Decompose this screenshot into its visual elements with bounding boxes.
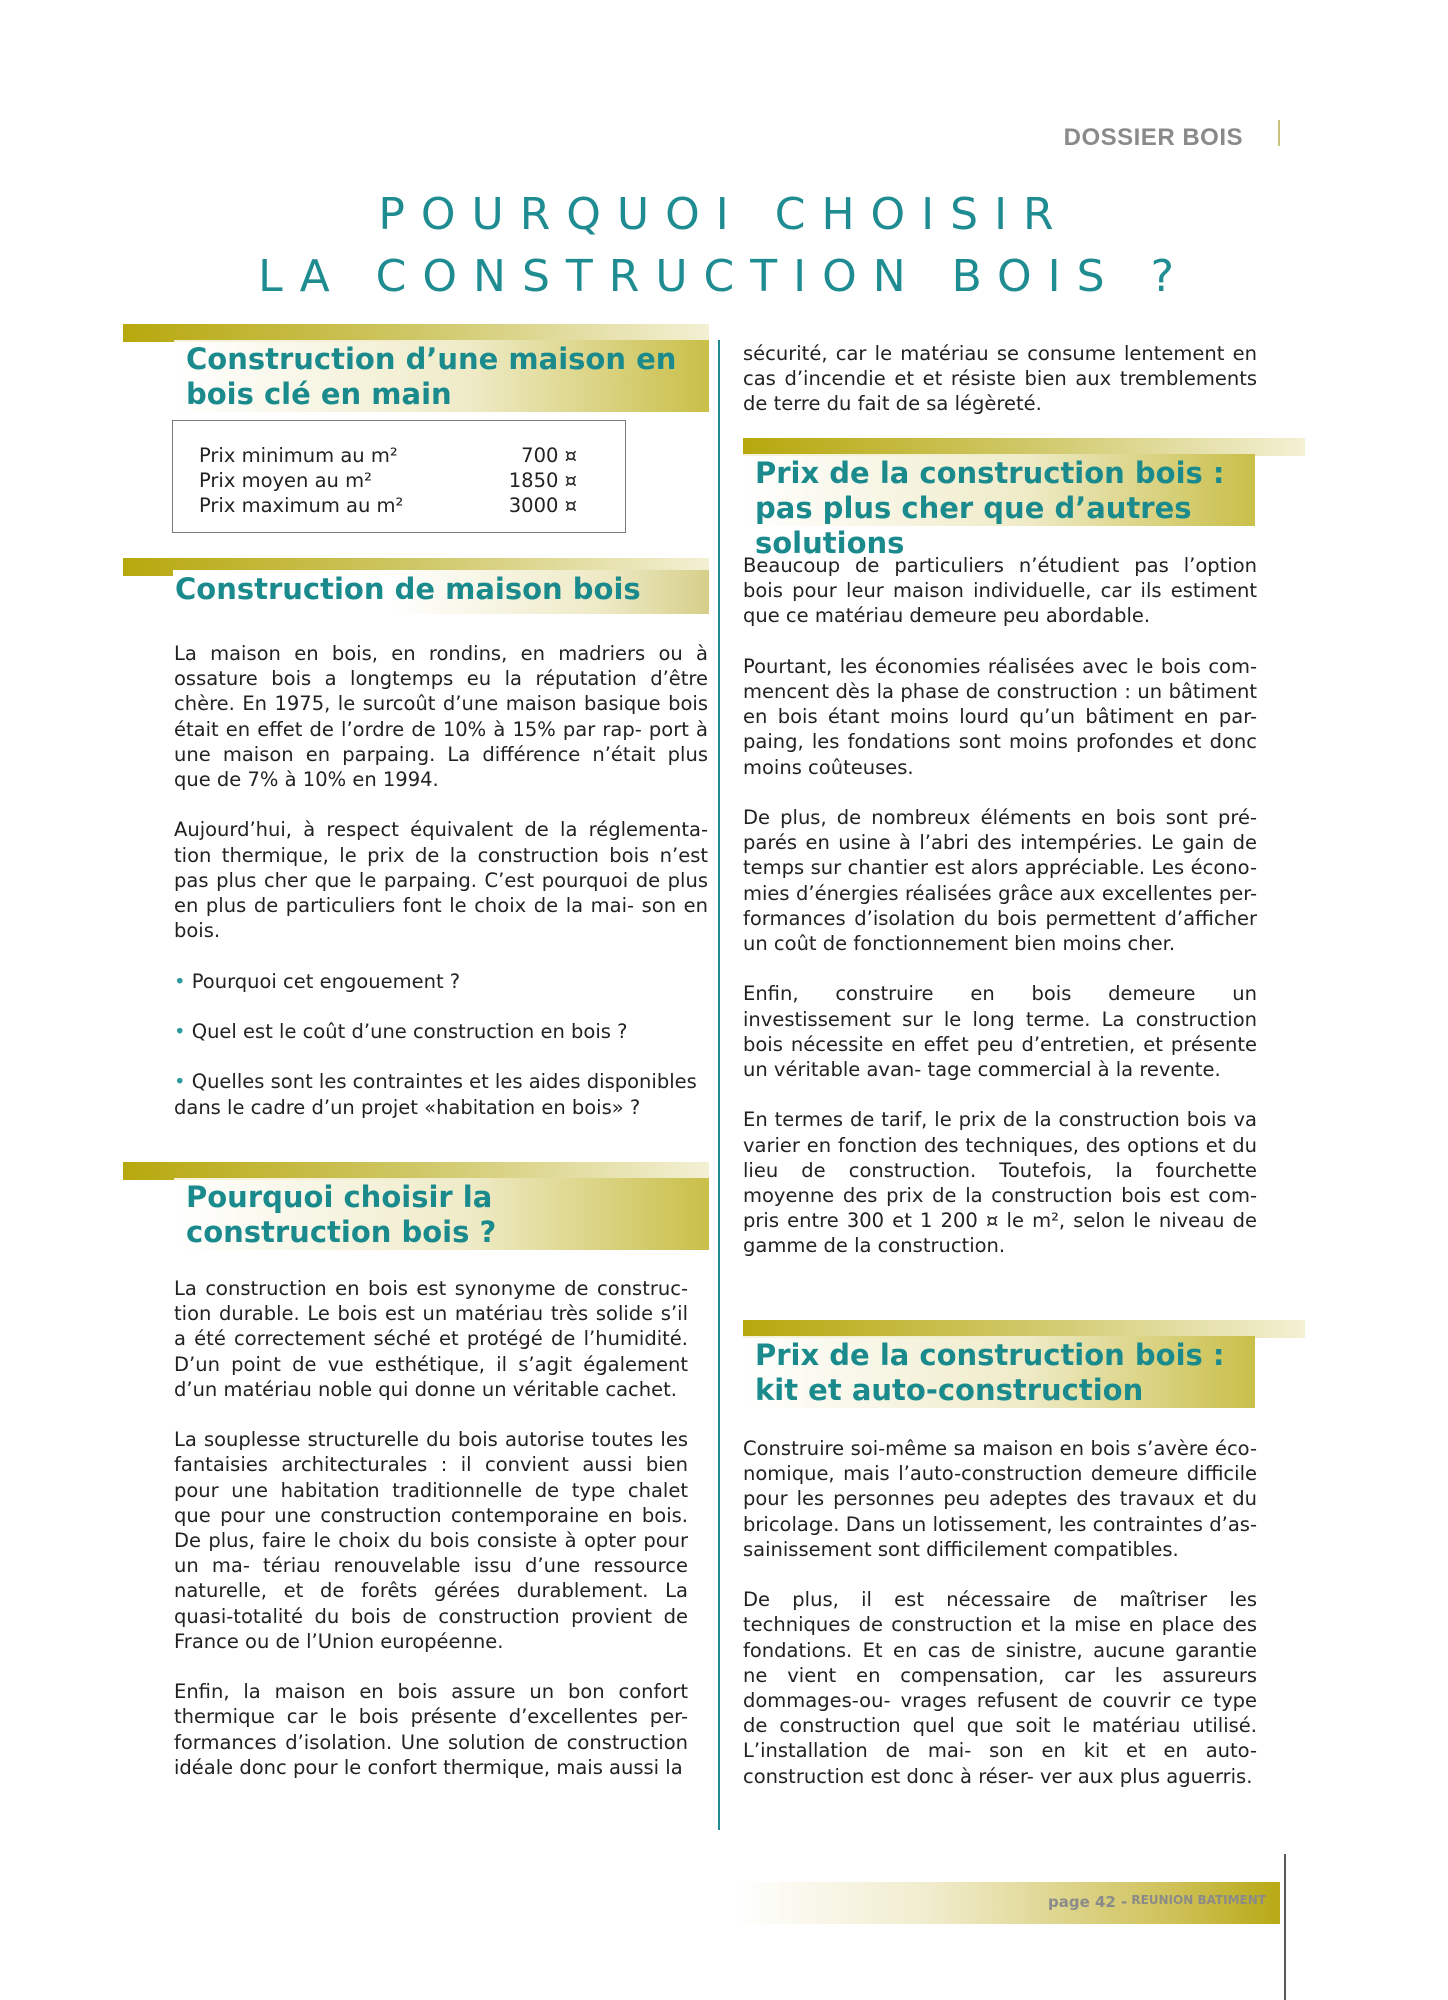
section-pourquoi-text bbox=[174, 1276, 688, 1780]
page-title-line-1: POURQUOI CHOISIR bbox=[378, 189, 1070, 240]
price-value: 3000 ¤ bbox=[508, 494, 577, 517]
heading-cle-en-main: Construction d’une maison en bois clé en main bbox=[174, 340, 709, 412]
price-value: 700 ¤ bbox=[521, 444, 577, 467]
paragraph: Enfin, construire en bois demeure un investissement sur le long terme. La construction bois nécessite en effet peu d’entretien, et présente un véritable avan- tage commercial à la revente. bbox=[743, 982, 1257, 1082]
price-label: Prix minimum au m² bbox=[199, 444, 398, 467]
price-label: Prix moyen au m² bbox=[199, 469, 372, 492]
paragraph: En termes de tarif, le prix de la construction bois va varier en fonction des techniques, des options et du lieu de construction. Toutefois, la fourchette moyenne des prix de la construction bois est com- pris entre 300 et 1 200 ¤ le m², selon le niveau de gamme de la construction. bbox=[743, 1108, 1257, 1258]
paragraph: Pourtant, les économies réalisées avec le bois com- mencent dès la phase de construction : un bâtiment en bois étant moins lourd qu’un bâtiment en par- paing, les fondations sont moins profondes et donc moins coûteuses. bbox=[743, 654, 1257, 779]
section-maison-bois-text bbox=[174, 641, 708, 1120]
price-row-minimum bbox=[199, 443, 625, 468]
paragraph: De plus, il est nécessaire de maîtriser les techniques de construction et la mise en place des fondations. Et en cas de sinistre, aucune garantie ne vient en compensation, car les assureurs dommages-ou- vrages refusent de couvrir ce type de construction quel que soit le matériau utilisé. L’installation de mai- son en kit et en auto-construction est donc à réser- ver aux plus aguerris. bbox=[743, 1588, 1257, 1788]
price-table bbox=[172, 420, 626, 533]
bullet-item bbox=[174, 1019, 708, 1044]
bullet-item bbox=[174, 969, 708, 994]
price-label: Prix maximum au m² bbox=[199, 494, 404, 517]
heading-pourquoi-choisir: Pourquoi choisir la construction bois ? bbox=[174, 1178, 709, 1250]
section-label: DOSSIER BOIS bbox=[1063, 124, 1243, 151]
price-value: 1850 ¤ bbox=[508, 469, 577, 492]
heading-maison-bois: Construction de maison bois bbox=[173, 570, 709, 614]
bullet-icon: • bbox=[174, 1020, 186, 1043]
page-number: page 42 - bbox=[1048, 1893, 1128, 1911]
paragraph: La souplesse structurelle du bois autorise toutes les fantaisies architecturales : il convient aussi bien pour une habitation traditionnelle de type chalet que pour une construction contemporaine en bois. De plus, faire le choix du bois consiste à opter pour un ma- tériau renouvelable issu d’une ressource naturelle, et de forêts gérées durablement. La quasi-totalité du bois de construction provient de France ou de l’Union européenne. bbox=[174, 1428, 688, 1653]
price-row-moyen bbox=[199, 468, 625, 493]
paragraph: De plus, de nombreux éléments en bois sont pré- parés en usine à l’abri des intempéries. Le gain de temps sur chantier est alors appréciable. Les écono- mies d’énergies réalisées grâce aux excellentes per- formances d’isolation du bois permettent d’afficher un coût de fonctionnement bien moins cher. bbox=[743, 806, 1257, 956]
paragraph: La maison en bois, en rondins, en madriers ou à ossature bois a longtemps eu la réputation d’être chère. En 1975, le surcoût d’une maison basique bois était en effet de l’ordre de 10% à 15% par rap- port à une maison en parpaing. La différence n’était plus que de 7% à 10% en 1994. bbox=[174, 642, 708, 792]
page-title-line-2: LA CONSTRUCTION BOIS ? bbox=[258, 251, 1190, 302]
section-prix-text bbox=[743, 553, 1257, 1259]
paragraph: Beaucoup de particuliers n’étudient pas l’option bois pour leur maison individuelle, car ils estiment que ce matériau demeure peu abordable. bbox=[743, 554, 1257, 628]
price-row-maximum bbox=[199, 493, 625, 518]
heading-kit-auto-construction: Prix de la construction bois : kit et auto-construction bbox=[743, 1336, 1255, 1408]
section-kit-text bbox=[743, 1436, 1257, 1789]
footer-divider bbox=[1284, 1854, 1286, 2000]
publication-name: REUNION BATIMENT bbox=[1131, 1893, 1266, 1907]
paragraph: Construire soi-même sa maison en bois s’avère éco- nomique, mais l’auto-construction demeure difficile pour les personnes peu adeptes des travaux et du bricolage. Dans un lotissement, les contraintes d’as- sainissement sont difficilement compatibles. bbox=[743, 1437, 1257, 1561]
paragraph: Enfin, la maison en bois assure un bon confort thermique car le bois présente d’excellentes per- formances d’isolation. Une solution de construction idéale donc pour le confort thermique, mais aussi la bbox=[174, 1680, 688, 1779]
paragraph: sécurité, car le matériau se consume lentement en cas d’incendie et et résiste bien aux tremblements de terre du fait de sa légèreté. bbox=[743, 342, 1257, 416]
bullet-icon: • bbox=[174, 1070, 186, 1094]
column-divider bbox=[718, 340, 720, 1830]
bullet-item bbox=[174, 1069, 708, 1119]
bullet-text: Quel est le coût d’une construction en bois ? bbox=[191, 1020, 628, 1043]
paragraph: Aujourd’hui, à respect équivalent de la réglementa- tion thermique, le prix de la construction bois n’est pas plus cher que le parpaing. C’est pourquoi de plus en plus de particuliers font le choix de la mai- son en bois. bbox=[174, 818, 708, 943]
continued-text bbox=[743, 341, 1257, 417]
heading-prix-pas-plus-cher: Prix de la construction bois : pas plus cher que d’autres solutions bbox=[743, 454, 1255, 526]
header-divider bbox=[1278, 120, 1280, 146]
page-title bbox=[0, 184, 1448, 308]
bullet-text: Pourquoi cet engouement ? bbox=[191, 969, 461, 993]
bullet-text: Quelles sont les contraintes et les aides disponibles dans le cadre d’un projet «habitation en bois» ? bbox=[174, 1070, 697, 1119]
bullet-icon: • bbox=[174, 969, 186, 993]
page-footer bbox=[1048, 1893, 1266, 1911]
paragraph: La construction en bois est synonyme de construc- tion durable. Le bois est un matériau très solide s’il a été correctement séché et protégé de l’humidité. D’un point de vue esthétique, il s’agit également d’un matériau noble qui donne un véritable cachet. bbox=[174, 1277, 688, 1401]
